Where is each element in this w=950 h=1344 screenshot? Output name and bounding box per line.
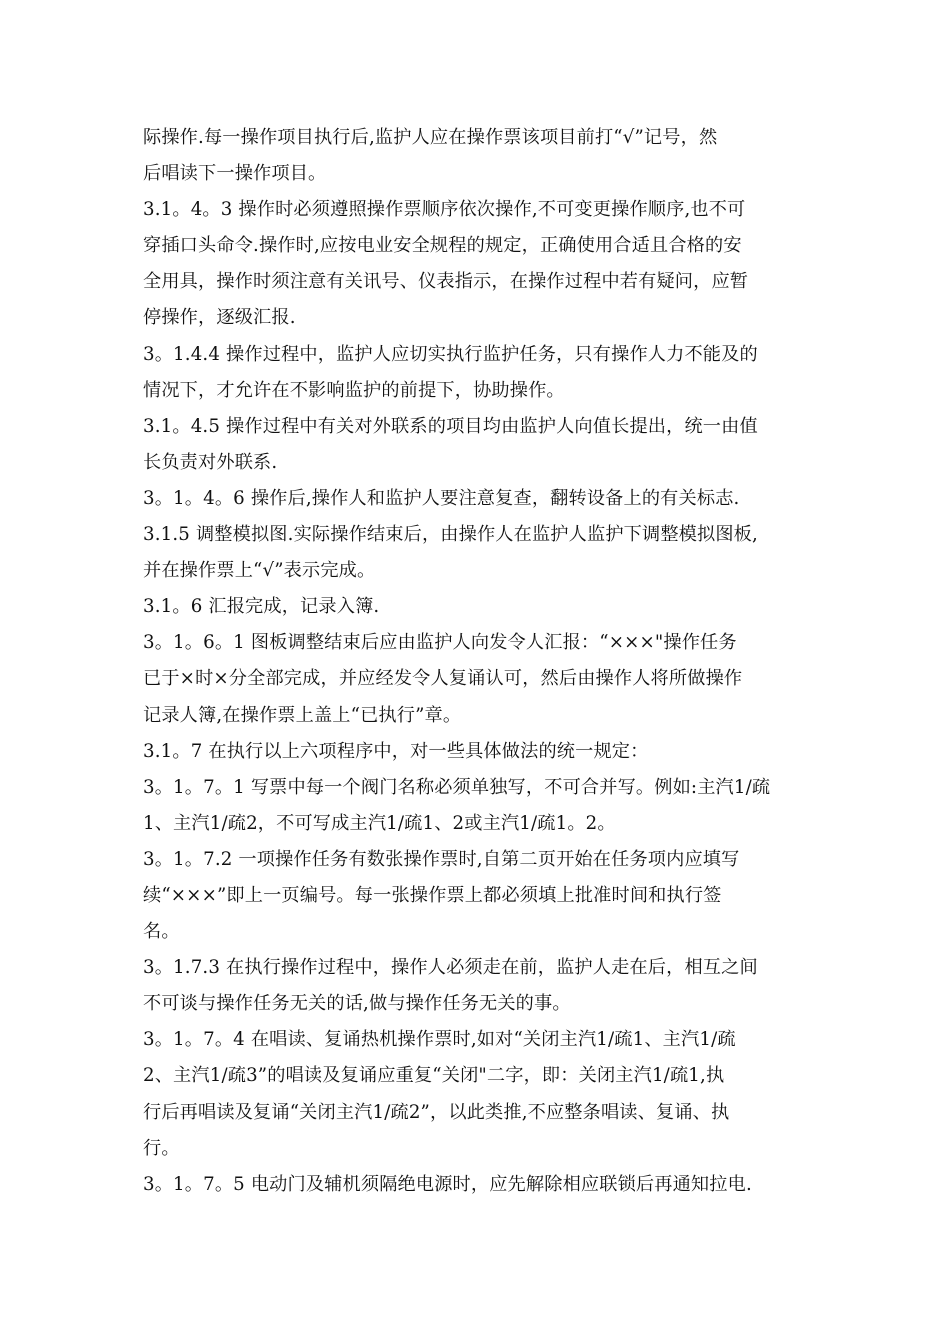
body-text-line: 3.1。4。3 操作时必须遵照操作票顺序依次操作,不可变更操作顺序,也不可	[143, 199, 746, 221]
body-text-line: 3。1。7。5 电动门及辅机须隔绝电源时，应先解除相应联锁后再通知拉电.	[143, 1173, 752, 1195]
body-text-line: 3.1。7 在执行以上六项程序中，对一些具体做法的统一规定：	[143, 740, 649, 762]
body-text-line: 3.1。6 汇报完成，记录入簿.	[143, 596, 380, 618]
body-text-line: 情况下，才允许在不影响监护的前提下，协助操作。	[143, 379, 565, 401]
body-text-line: 后唱读下一操作项目。	[143, 163, 327, 185]
body-text-line: 际操作.每一操作项目执行后,监护人应在操作票该项目前打“√”记号，然	[143, 127, 718, 148]
body-text-line: 并在操作票上“√”表示完成。	[143, 560, 376, 582]
body-text-line: 3。1。7。4 在唱读、复诵热机操作票时,如对“关闭主汽1/疏1、主汽1/疏	[143, 1029, 736, 1051]
body-text-line: 记录人簿,在操作票上盖上“已执行”章。	[143, 704, 462, 726]
body-text-line: 续“×××”即上一页编号。每一张操作票上都必须填上批准时间和执行签	[143, 884, 722, 906]
body-text-line: 3。1。7。1 写票中每一个阀门名称必须单独写，不可合并写。例如:主汽1/疏	[143, 776, 771, 798]
body-text-line: 不可谈与操作任务无关的话,做与操作任务无关的事。	[143, 993, 571, 1015]
body-text-line: 行。	[143, 1137, 180, 1159]
body-text-line: 3。1.7.3 在执行操作过程中，操作人必须走在前，监护人走在后，相互之间	[143, 957, 758, 979]
body-text-line: 1、主汽1/疏2，不可写成主汽1/疏1、2或主汽1/疏1。2。	[143, 812, 616, 834]
body-text-line: 长负责对外联系.	[143, 451, 278, 473]
body-text-line: 3.1。4.5 操作过程中有关对外联系的项目均由监护人向值长提出，统一由值	[143, 415, 758, 437]
body-text-line: 名。	[143, 921, 180, 943]
document-body	[143, 120, 815, 1203]
body-text-line: 行后再唱读及复诵“关闭主汽1/疏2”，以此类推,不应整条唱读、复诵、执	[143, 1101, 730, 1123]
body-text-line: 3.1.5 调整模拟图.实际操作结束后，由操作人在监护人监护下调整模拟图板,	[143, 524, 758, 546]
body-text-line: 穿插口头命令.操作时,应按电业安全规程的规定，正确使用合适且合格的安	[143, 235, 742, 257]
body-text-line: 2、主汽1/疏3”的唱读及复诵应重复“关闭"二字，即：关闭主汽1/疏1,执	[143, 1065, 725, 1087]
body-text-line: 停操作，逐级汇报.	[143, 307, 296, 329]
body-text-line: 3。1。7.2 一项操作任务有数张操作票时,自第二页开始在任务项内应填写	[143, 848, 740, 870]
body-text-line: 3。1.4.4 操作过程中，监护人应切实执行监护任务，只有操作人力不能及的	[143, 343, 758, 365]
body-text-line: 全用具，操作时须注意有关讯号、仪表指示，在操作过程中若有疑问，应暂	[143, 271, 749, 293]
body-text-line: 3。1。6。1 图板调整结束后应由监护人向发令人汇报：“×××"操作任务	[143, 632, 737, 654]
body-text-line: 已于×时×分全部完成，并应经发令人复诵认可，然后由操作人将所做操作	[143, 668, 743, 690]
body-text-line: 3。1。4。6 操作后,操作人和监护人要注意复查，翻转设备上的有关标志.	[143, 487, 740, 509]
